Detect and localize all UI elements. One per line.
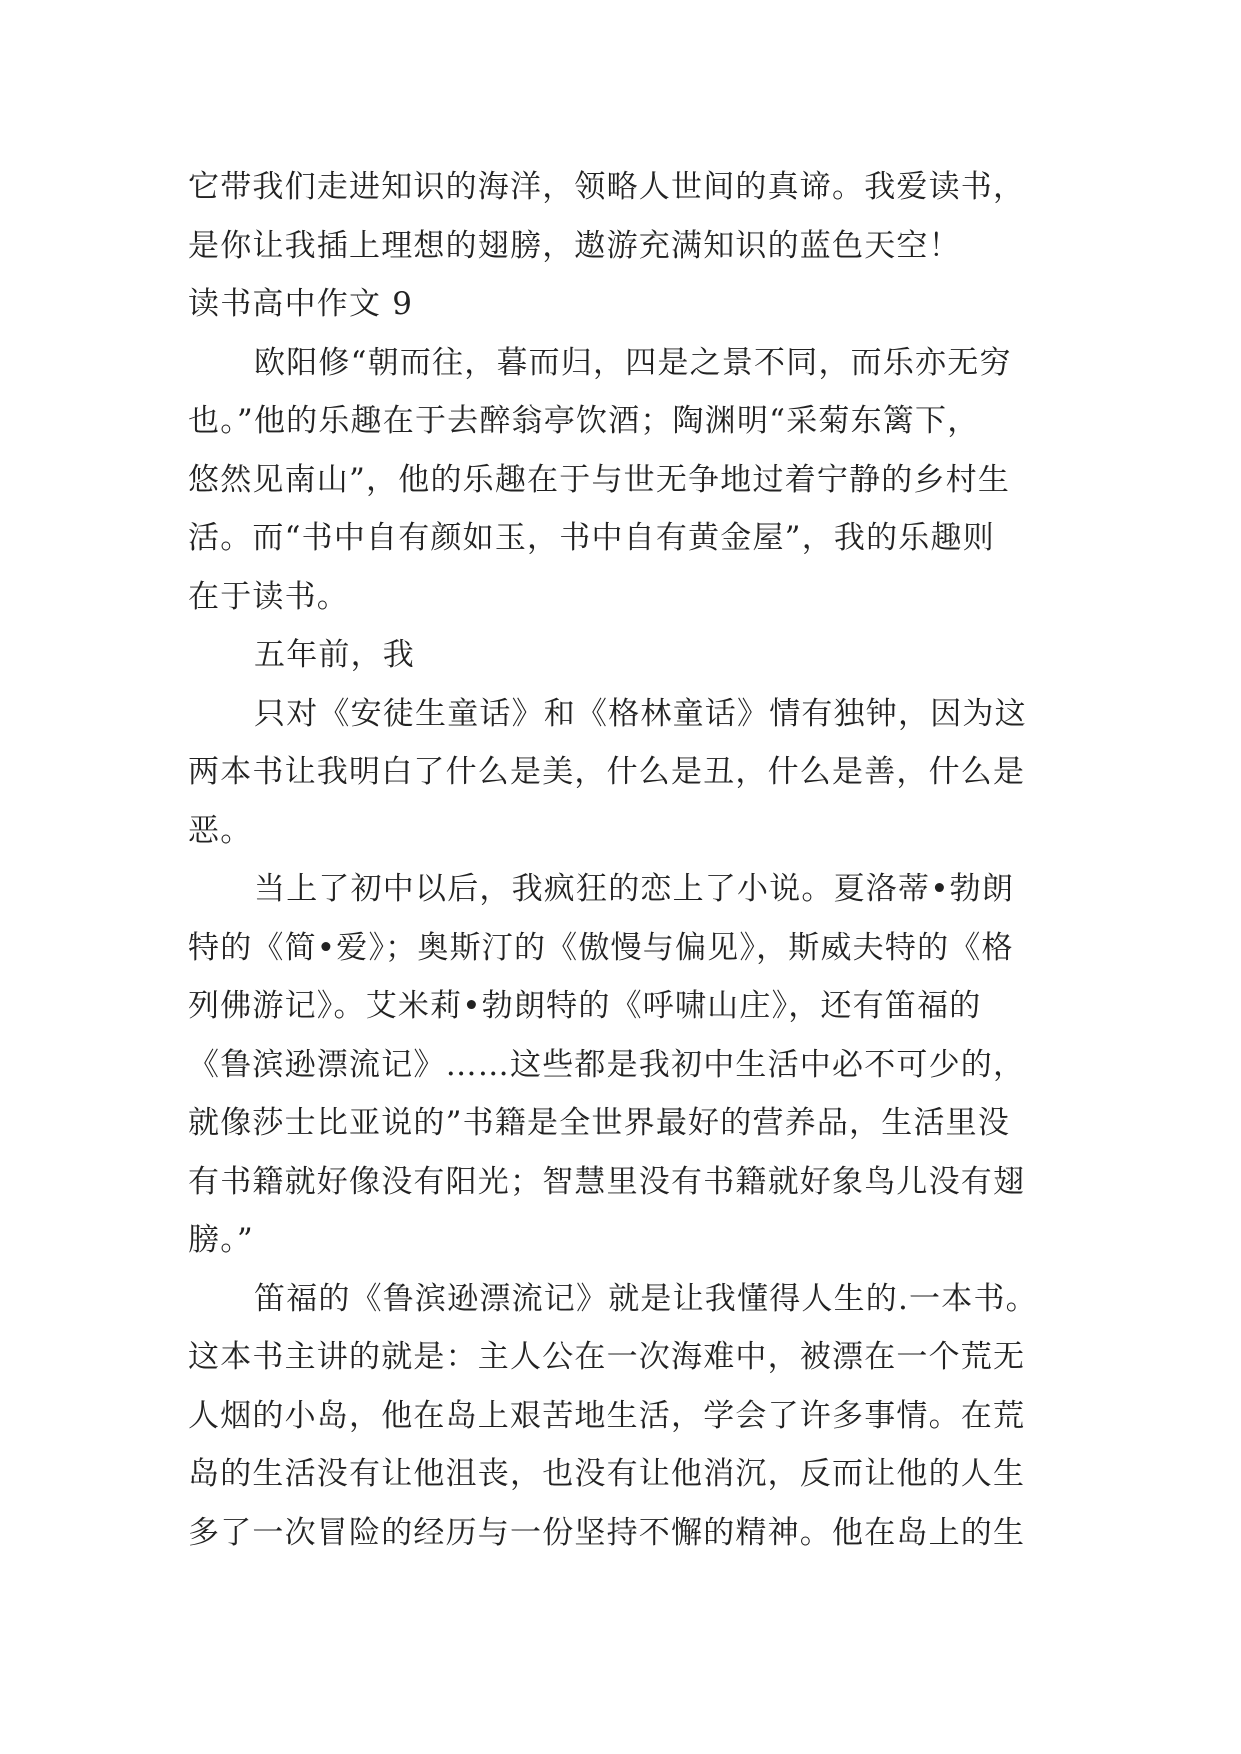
document-body <box>188 158 1068 1562</box>
text-line: 五年前，我 <box>254 637 415 673</box>
text-line: 列佛游记》。艾米莉•勃朗特的《呼啸山庄》，还有笛福的 <box>188 988 982 1024</box>
text-line: 岛的生活没有让他沮丧，也没有让他消沉，反而让他的人生 <box>188 1456 1026 1492</box>
text-line: 两本书让我明白了什么是美，什么是丑，什么是善，什么是 <box>188 754 1026 790</box>
text-line: 活。而“书中自有颜如玉，书中自有黄金屋”，我的乐趣则 <box>188 520 995 556</box>
text-line: 特的《简•爱》；奥斯汀的《傲慢与偏见》，斯威夫特的《格 <box>188 929 1014 966</box>
text-line: 它带我们走进知识的海洋，领略人世间的真谛。我爱读书， <box>188 169 1026 205</box>
text-line: 膀。” <box>188 1222 254 1258</box>
text-line: 是你让我插上理想的翅膀，遨游充满知识的蓝色天空！ <box>188 227 961 264</box>
text-line: 也。”他的乐趣在于去醉翁亭饮酒；陶渊明“采菊东篱下， <box>188 403 980 439</box>
text-line: 《鲁滨逊漂流记》……这些都是我初中生活中必不可少的， <box>188 1046 1026 1083</box>
text-line: 人烟的小岛，他在岛上艰苦地生活，学会了许多事情。在荒 <box>188 1397 1026 1434</box>
text-line: 悠然见南山”，他的乐趣在于与世无争地过着宁静的乡村生 <box>188 461 1011 498</box>
text-line: 这本书主讲的就是：主人公在一次海难中，被漂在一个荒无 <box>188 1339 1026 1375</box>
text-line: 多了一次冒险的经历与一份坚持不懈的精神。他在岛上的生 <box>188 1514 1026 1551</box>
text-line: 在于读书。 <box>188 578 349 615</box>
text-line: 只对《安徒生童话》和《格林童话》情有独钟，因为这 <box>254 695 1027 732</box>
text-line: 欧阳修“朝而往，暮而归，四是之景不同，而乐亦无穷 <box>254 344 1012 381</box>
text-line: 就像莎士比亚说的”书籍是全世界最好的营养品，生活里没 <box>188 1105 1011 1141</box>
text-line: 当上了初中以后，我疯狂的恋上了小说。夏洛蒂•勃朗 <box>254 871 1015 907</box>
text-line: 笛福的《鲁滨逊漂流记》就是让我懂得人生的.一本书。 <box>254 1280 1038 1317</box>
text-line: 恶。 <box>188 812 253 849</box>
section-heading: 读书高中作文 9 <box>188 286 414 322</box>
text-line: 有书籍就好像没有阳光；智慧里没有书籍就好象鸟儿没有翅 <box>188 1163 1026 1200</box>
